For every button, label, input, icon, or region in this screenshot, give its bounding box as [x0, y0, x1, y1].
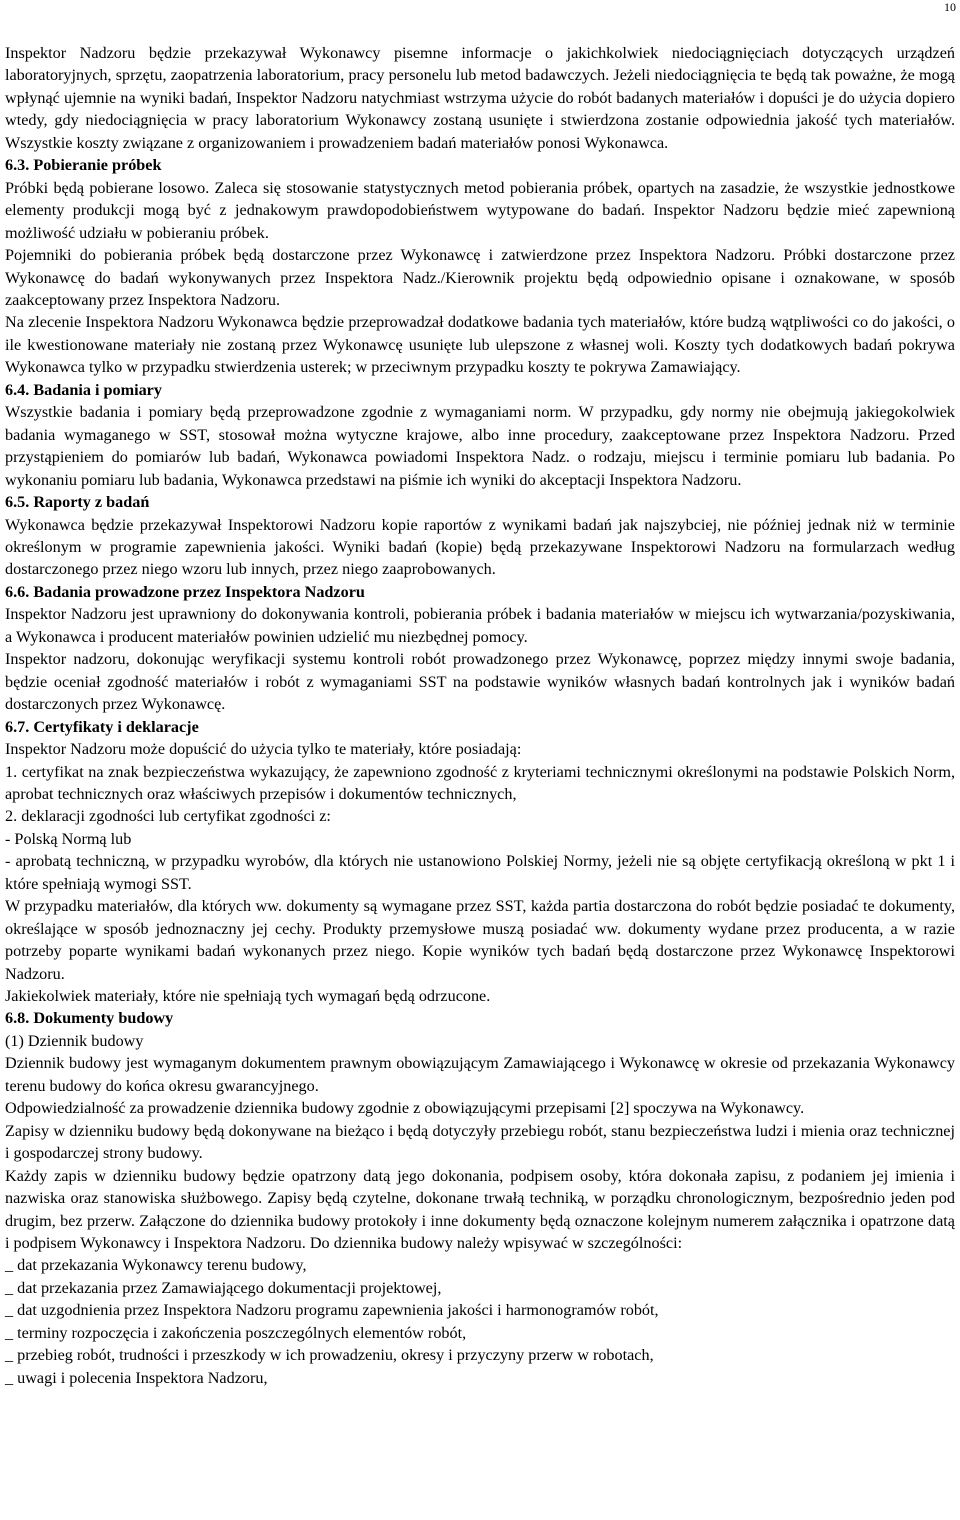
paragraph: Próbki będą pobierane losowo. Zaleca się stosowanie statystycznych metod pobierania próbek, opartych na zasadzie, że wszystkie jednostkowe elementy produkcji mogą być z jednakowym prawdopodobieństwem wytypowane do badań. Inspektor Nadzoru będzie mieć zapewnioną możliwość udziału w pobieraniu próbek.: [5, 178, 955, 242]
paragraph: Pojemniki do pobierania próbek będą dostarczone przez Wykonawcę i zatwierdzone przez Inspektora Nadzoru. Próbki dostarczone przez Wykonawcę do badań wykonywanych przez Inspektora Nadz./Kierownik projektu będą odpowiednio opisane i oznakowane, w sposób zaakceptowany przez Inspektora Nadzoru.: [5, 246, 955, 309]
list-line: 2. deklaracji zgodności lub certyfikat zgodności z:: [5, 807, 331, 826]
paragraph: W przypadku materiałów, dla których ww. dokumenty są wymagane przez SST, każda partia dostarczona do robót będzie posiadać te dokumenty, określające w sposób jednoznaczny jej cechy. Produkty przemysłowe muszą posiadać ww. dokumenty wydane przez producenta, a w razie potrzeby poparte wynikami badań wykonanych przez niego. Kopie wyników tych badań będą dostarczone przez Wykonawcę Inspektorowi Nadzoru.: [5, 897, 955, 983]
paragraph: Wszystkie badania i pomiary będą przeprowadzone zgodnie z wymaganiami norm. W przypadku, gdy normy nie obejmują jakiegokolwiek badania wymaganego w SST, stosował można wytyczne krajowe, albo inne procedury, zaakceptowane przez Inspektora Nadzoru. Przed przystąpieniem do pomiarów lub badań, Wykonawca powiadomi Inspektora Nadz. o rodzaju, miejscu i terminie pomiaru lub badania. Po wykonaniu pomiaru lub badania, Wykonawca przedstawi na piśmie ich wyniki do akceptacji Inspektora Nadzoru.: [5, 403, 955, 489]
section-heading: 6.5. Raporty z badań: [5, 493, 150, 512]
paragraph: Dziennik budowy jest wymaganym dokumentem prawnym obowiązującym Zamawiającego i Wykonawcę w okresie od przekazania Wykonawcy terenu budowy do końca okresu gwarancyjnego.: [5, 1054, 955, 1095]
list-line: _ dat przekazania przez Zamawiającego dokumentacji projektowej,: [5, 1278, 442, 1297]
section-heading: 6.6. Badania prowadzone przez Inspektora Nadzoru: [5, 582, 365, 601]
list-line: _ dat przekazania Wykonawcy terenu budowy,: [5, 1256, 307, 1275]
paragraph: Zapisy w dzienniku budowy będą dokonywane na bieżąco i będą dotyczyły przebiegu robót, stanu bezpieczeństwa ludzi i mienia oraz technicznej i gospodarczej strony budowy.: [5, 1121, 955, 1163]
section-heading: 6.4. Badania i pomiary: [5, 380, 162, 399]
paragraph: 1. certyfikat na znak bezpieczeństwa wykazujący, że zapewniono zgodność z kryteriami technicznymi określonymi na podstawie Polskich Norm, aprobat technicznych oraz właściwych przepisów i dokumentów technicznych,: [5, 762, 955, 803]
list-line: - Polską Normą lub: [5, 829, 132, 848]
list-line: _ dat uzgodnienia przez Inspektora Nadzoru programu zapewnienia jakości i harmonogramów robót,: [5, 1301, 659, 1320]
paragraph: - aprobatą techniczną, w przypadku wyrobów, dla których nie ustanowiono Polskiej Normy, jeżeli nie są objęte certyfikacją określoną w pkt 1 i które spełniają wymogi SST.: [5, 852, 955, 893]
paragraph: Inspektor Nadzoru może dopuścić do użycia tylko te materiały, które posiadają:: [5, 740, 522, 759]
paragraph: Na zlecenie Inspektora Nadzoru Wykonawca będzie przeprowadzał dodatkowe badania tych materiałów, które budzą wątpliwości co do jakości, o ile kwestionowane materiały nie zostaną przez Wykonawcę usunięte lub ulepszone z własnej woli. Koszty tych dodatkowych badań pokrywa Wykonawca tylko w przypadku stwierdzenia usterek; w przeciwnym przypadku koszty te pokrywa Zamawiający.: [5, 313, 955, 377]
section-heading: 6.3. Pobieranie próbek: [5, 156, 162, 175]
list-line: (1) Dziennik budowy: [5, 1031, 144, 1050]
paragraph: Wykonawca będzie przekazywał Inspektorowi Nadzoru kopie raportów z wynikami badań jak najszybciej, nie później jednak niż w terminie określonym w programie zapewnienia jakości. Wyniki badań (kopie) będą przekazywane Inspektorowi Nadzoru na formularzach według dostarczonego przez niego wzoru lub innych, przez niego zaaprobowanych.: [5, 515, 955, 579]
document-body: [5, 42, 955, 1389]
page-number: 10: [944, 0, 956, 14]
list-line: Jakiekolwiek materiały, które nie spełniają tych wymagań będą odrzucone.: [5, 987, 491, 1006]
paragraph: Inspektor Nadzoru jest uprawniony do dokonywania kontroli, pobierania próbek i badania materiałów w miejscu ich wytwarzania/pozyskiwania, a Wykonawca i producent materiałów powinien udzielić mu niezbędnej pomocy.: [5, 605, 955, 646]
paragraph: Inspektor Nadzoru będzie przekazywał Wykonawcy pisemne informacje o jakichkolwiek niedociągnięciach dotyczących urządzeń laboratoryjnych, sprzętu, zaopatrzenia laboratorium, pracy personelu lub metod badawczych. Jeżeli niedociągnięcia te będą tak poważne, że mogą wpłynąć ujemnie na wyniki badań, Inspektor Nadzoru natychmiast wstrzyma użycie do robót badanych materiałów i dopuści je do użycia dopiero wtedy, gdy niedociągnięcia w pracy laboratorium Wykonawcy zostaną usunięte i stwierdzona zostanie odpowiednia jakość tych materiałów. Wszystkie koszty związane z organizowaniem i prowadzeniem badań materiałów ponosi Wykonawca.: [5, 44, 955, 152]
section-heading: 6.8. Dokumenty budowy: [5, 1009, 174, 1028]
paragraph: Inspektor nadzoru, dokonując weryfikacji systemu kontroli robót prowadzonego przez Wykonawcę, poprzez między innymi swoje badania, będzie oceniał zgodność materiałów i robót z wymaganiami SST na podstawie wyników własnych badań kontrolnych jak i wyników badań dostarczonych przez Wykonawcę.: [5, 650, 955, 714]
list-line: _ terminy rozpoczęcia i zakończenia poszczególnych elementów robót,: [5, 1323, 467, 1342]
paragraph: Odpowiedzialność za prowadzenie dziennika budowy zgodnie z obowiązującymi przepisami [2] spoczywa na Wykonawcy.: [5, 1099, 805, 1118]
paragraph: Każdy zapis w dzienniku budowy będzie opatrzony datą jego dokonania, podpisem osoby, która dokonała zapisu, z podaniem jej imienia i nazwiska oraz stanowiska służbowego. Zapisy będą czytelne, dokonane trwałą techniką, w porządku chronologicznym, bezpośrednio jeden pod drugim, bez przerw. Załączone do dziennika budowy protokoły i inne dokumenty będą oznaczone kolejnym numerem załącznika i opatrzone datą i podpisem Wykonawcy i Inspektora Nadzoru. Do dziennika budowy należy wpisywać w szczególności:: [5, 1166, 955, 1253]
section-heading: 6.7. Certyfikaty i deklaracje: [5, 717, 199, 736]
list-line: _ przebieg robót, trudności i przeszkody w ich prowadzeniu, okresy i przyczyny przerw w robotach,: [5, 1346, 654, 1365]
list-line: _ uwagi i polecenia Inspektora Nadzoru,: [5, 1368, 268, 1387]
